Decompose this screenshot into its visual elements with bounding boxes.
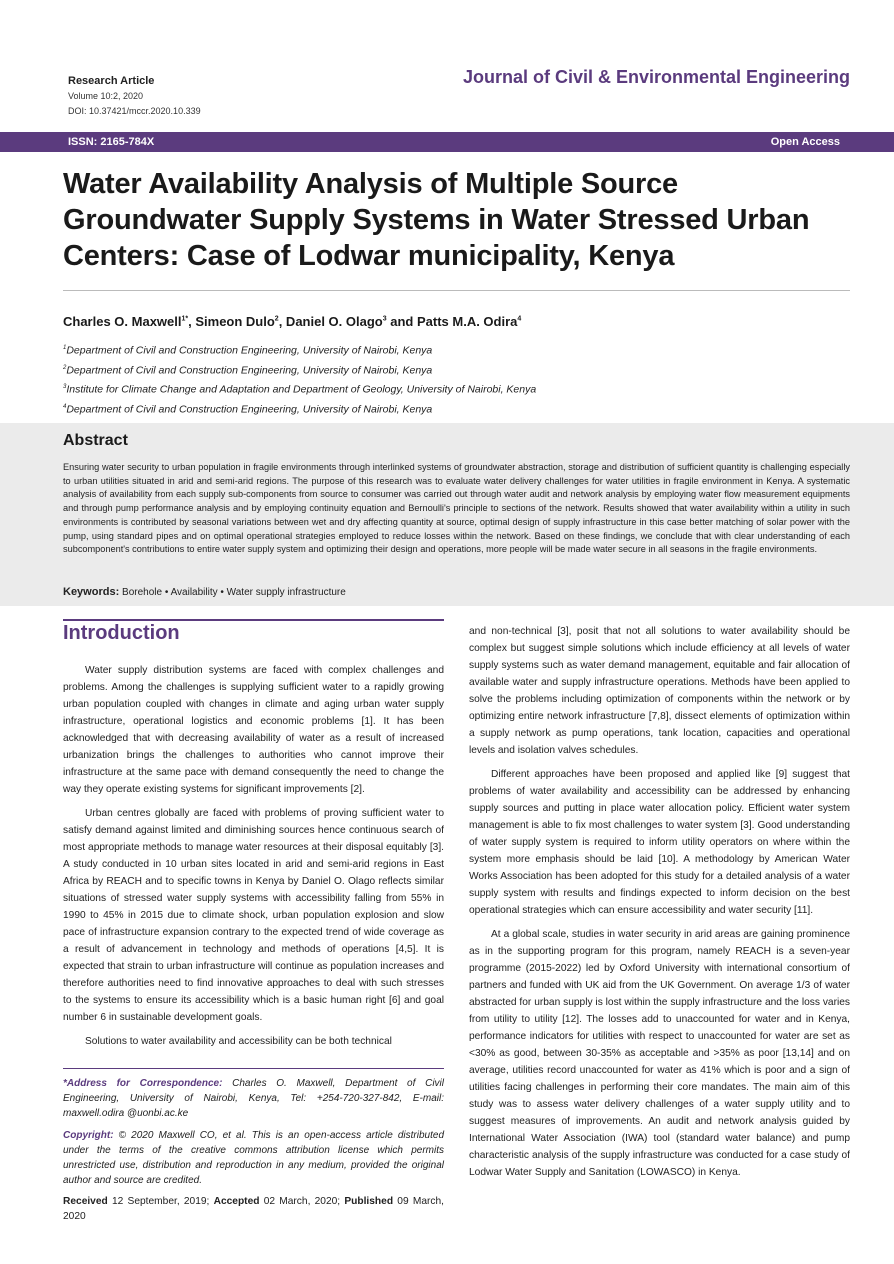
affiliation-2-num: 2 (63, 364, 67, 371)
keywords-list: Borehole • Availability • Water supply infrastructure (119, 587, 346, 598)
paragraph: Solutions to water availability and accessibility can be both technical (85, 1036, 392, 1047)
author-3: , Daniel O. Olago (278, 314, 383, 329)
affiliation-4-text: Department of Civil and Construction Engineering, University of Nairobi, Kenya (66, 403, 433, 415)
copyright (63, 1128, 444, 1188)
affiliations (63, 340, 536, 418)
paragraph: Urban centres globally are faced with problems of proving sufficient water to satisfy demand against limited and diminishing sources hence continuous search of most appropriate methods to manage water resources at their disposal equitably [3]. A study conducted in 10 urban sites located in arid and semi-arid regions in East Africa by REACH and to specific towns in Kenya by Daniel O. Olago reflects similar situations of stressed water supply systems with accessibility falling from 55% in 1990 to 45% in 2015 due to climate shock, urban population explosion and slow pace of infrastructure expansion contrary to the expected trend of wide coverage as a result of advancement in technology and methods of operations [4,5]. It is expected that strain to urban infrastructure will continue as population increases and therefore authorities need to find innovative approaches to deal with such stresses to the systems to ensure its accessibility which is a basic human right [6] and goal number 6 in sustainable development goals. (63, 808, 444, 1023)
paragraph: and non-technical [3], posit that not all solutions to water availability should be complex but suggest simple solutions which include efficiency at all levels of water supply systems such as water demand management, equitable and fair allocation of available water and supply infrastructure operations. Methods have been applied to solve the problems including optimization of components within the network or by optimizing entire network infrastructure [7,8], dissect elements of optimization within a supply network as pump operations, tank location, capacities and operational levels and isolation valves schedules. (469, 626, 850, 756)
intro-rule (63, 619, 444, 621)
paragraph: Water supply distribution systems are faced with complex challenges and problems. Among the challenges is supplying sufficient water to a rapidly growing urban population coupled with changes in climate and aging urban water supply infrastructure, operational logistics and economic problems [1]. It has been acknowledged that with decreasing availability of water as a result of increased urbanization brings the challenges to authorities who cannot improve their infrastructure at the same pace with demand consequently the need to change the way they operate existing systems for significant improvements [2]. (63, 665, 444, 795)
affiliation-2-text: Department of Civil and Construction Engineering, University of Nairobi, Kenya (66, 364, 433, 376)
journal-name: Journal of Civil & Environmental Engineering (462, 67, 850, 87)
published-date: 09 March, 2020 (63, 1196, 444, 1222)
article-title: Water Availability Analysis of Multiple Source Groundwater Supply Systems in Water Stressed Urban Centers: Case of Lodwar municipality, Kenya (63, 168, 810, 272)
paragraph: Different approaches have been proposed and applied like [9] suggest that problems of water availability and accessibility can be addressed by enhancing supply sources and putting in place water allocation policy. Efficient water system management is able to fix most challenges to water system [3]. Good understanding of water supply system is required to inform utility operators on where within the system more emphasis should be laid [10]. A methodology by American Water Works Association has been adopted for this study for a detailed analysis of a water supply system with results and findings expected to inform decision on the best operational strategies which can ensure accessibility and water security [11]. (469, 769, 850, 916)
affiliation-4-num: 4 (63, 403, 67, 410)
footnote-rule (63, 1068, 444, 1069)
keywords (63, 586, 346, 598)
keywords-label: Keywords: (63, 586, 120, 598)
abstract-text: Ensuring water security to urban population in fragile environments through interlinked systems of groundwater abstraction, storage and distribution of sufficient quantity is challenging especially to urban utilities situated in arid and semi-arid regions. The purpose of this research was to evaluate water delivery challenges for water utilities in fragile environment in Kenya. A systematic analysis of availability from each supply sub-components from source to consumer was carried out through water audit and network analysis by employing water flow measurement equipments and through pump performance analysis and by employing continuity equation and Bernoulli's principle to sections of the network. Results showed that water availability within a utility in such environments is contributed by seasonal variations between wet and dry affecting quantity at source, optimal design of supply infrastructure in this case better matching of solar power with the pump, using standard pipes and on optimal operational strategies employed to reduce losses within the network. Based on these findings, we conclude that with clear understanding of each subcomponent's contributions to entire water supply system and optimizing their design and operations, more people will be made water secure in all seasons in the fragile environments. (63, 462, 850, 555)
article-dates (63, 1194, 444, 1224)
author-4: and Patts M.A. Odira (386, 314, 518, 329)
copyright-label: Copyright: (63, 1130, 114, 1141)
article-type: Research Article (68, 75, 155, 87)
doi: DOI: 10.37421/mccr.2020.10.339 (68, 106, 201, 116)
volume: Volume 10:2, 2020 (68, 91, 144, 101)
left-column (63, 662, 444, 1057)
authors (63, 314, 521, 329)
affiliation-3 (63, 379, 536, 399)
affiliation-1-text: Department of Civil and Construction Engineering, University of Nairobi, Kenya (66, 344, 433, 357)
affiliation-1-num: 1 (63, 345, 67, 351)
affiliation-2 (63, 360, 536, 380)
paragraph: At a global scale, studies in water security in arid areas are gaining prominence as in the supporting program for this program, namely REACH is a seven-year programme (2015-2022) led by Oxford University with international consortium of partners and funded with UK aid from the UK Government. On average 1/3 of water abstracted for urban supply is lost within the supply infrastructure and the loss varies from utility to utility [12]. The losses add to unaccounted for water and in Kenya, performance indicators for utilities with respect to unaccounted for water are set as <30% as good, between 30-35% as acceptable and >35% as poor [13,14] and on average, utilities record unaccounted for water as 41% which is poor and a sign of utilities facing challenges in performing their core mandates. The main aim of this study was to assess water delivery challenges of a water supply utility and to suggest measures of improvements. An audit and network analysis guided by International Water Association (IWA) tool (standard water balance) and pump characteristic analysis of the supply infrastructure was conducted for a case study of Lodwar Water Supply and Sanitation (LOWASCO) in Kenya. (469, 929, 850, 1178)
correspondence (63, 1076, 444, 1121)
author-4-mark: 4 (517, 315, 522, 323)
received-date: 12 September, 2019; (107, 1196, 214, 1207)
intro-heading: Introduction (63, 622, 180, 644)
accepted-date: 02 March, 2020; (259, 1196, 345, 1207)
accepted-label: Accepted (213, 1196, 260, 1207)
author-2-mark: 2 (274, 315, 279, 323)
author-1: Charles O. Maxwell (63, 314, 182, 329)
copyright-text: © 2020 Maxwell CO, et al. This is an open-access article distributed under the terms of the creative commons attribution license which permits unrestricted use, distribution and reproduction in any medium, provided the original author and source are credited. (63, 1130, 444, 1186)
author-2: , Simeon Dulo (188, 314, 275, 329)
author-1-mark: 1* (181, 315, 189, 323)
affiliation-4 (63, 399, 536, 419)
correspondence-label: *Address for Correspondence: (63, 1078, 223, 1089)
correspondence-text: Charles O. Maxwell, Department of Civil Engineering, University of Nairobi, Kenya, Tel: +254-720-327-842, E-mail: maxwell.odira @uonbi.ac.ke (63, 1078, 444, 1119)
open-access-label: Open Access (770, 136, 840, 148)
affiliation-3-num: 3 (63, 384, 67, 390)
article-header-info (68, 74, 201, 119)
abstract-heading: Abstract (63, 432, 128, 449)
title-divider (63, 290, 850, 291)
issn: ISSN: 2165-784X (68, 136, 155, 148)
published-label: Published (344, 1196, 394, 1207)
right-column (469, 623, 850, 1188)
author-3-mark: 3 (382, 315, 387, 323)
affiliation-3-text: Institute for Climate Change and Adaptation and Department of Geology, University of Nairobi, Kenya (66, 383, 537, 396)
affiliation-1 (63, 340, 536, 360)
issn-band (0, 132, 894, 152)
received-label: Received (63, 1196, 108, 1207)
